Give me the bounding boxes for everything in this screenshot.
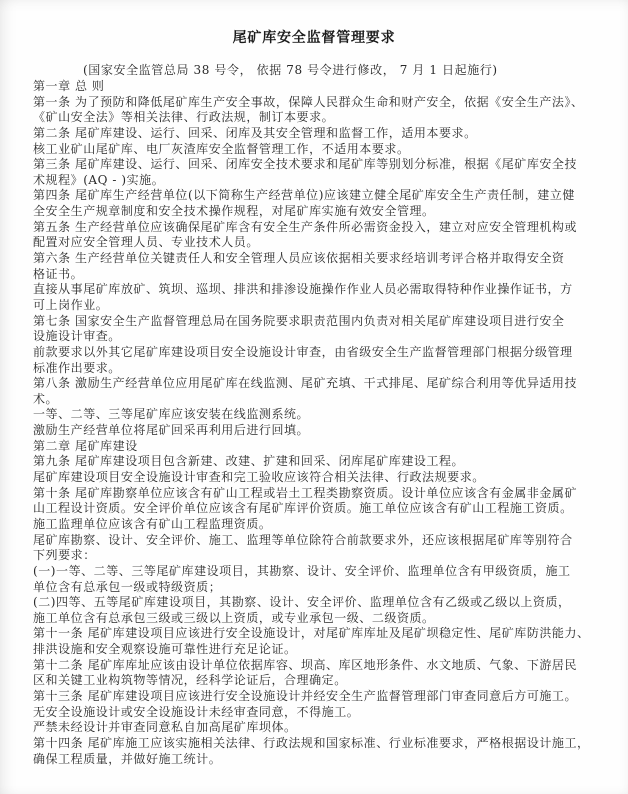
- doc-line: 第八条 激励生产经营单位应用尾矿库在线监测、尾矿充填、干式排尾、尾矿综合利用等优异适用技: [33, 376, 578, 391]
- doc-line: 严禁未经设计并审查同意私自加高尾矿库坝体。: [33, 720, 297, 735]
- doc-line: 核工业矿山尾矿库、电厂灰渣库安全监督管理工作，不适用本要求。: [33, 141, 410, 156]
- doc-line: 确保工程质量，并做好施工统计。: [33, 751, 222, 766]
- doc-line: 山工程设计资质。安全评价单位应该含有尾矿库评价资质。施工单位应该含有矿山工程施工资质。: [33, 501, 573, 516]
- doc-line: 第六条 生产经营单位关键责任人和安全管理人员应该依据相关要求经培训考评合格并取得安全资: [33, 251, 565, 266]
- chapter-heading: 第一章 总 则: [33, 79, 105, 93]
- doc-line: 直接从事尾矿库放矿、筑坝、巡坝、排洪和排渗设施操作作业人员必需取得特种作业操作证书，方: [33, 282, 573, 297]
- document-subtitle: (国家安全监管总局 38 号令， 依据 78 号令进行修改， 7 月 1 日起施行): [83, 63, 498, 77]
- doc-line: (一)一等、二等、三等尾矿库建设项目，其勘察、设计、安全评价、监理单位含有甲级资质，施工: [33, 563, 571, 578]
- doc-line: 单位含有总承包一级或特级资质；: [33, 579, 222, 594]
- doc-line: (二)四等、五等尾矿库建设项目，其勘察、设计、安全评价、监理单位含有乙级或乙级以上资质，: [33, 595, 571, 610]
- doc-line: 尾矿库建设项目安全设施设计审查和完工验收应该符合相关法律、行政法规要求。: [33, 470, 485, 485]
- doc-line: 尾矿库勘察、设计、安全评价、施工、监理等单位除符合前款要求外，还应该根据尾矿库等别符合: [33, 532, 573, 547]
- doc-line: 配置对应安全管理人员、专业技术人员。: [33, 235, 259, 250]
- doc-line: 前款要求以外其它尾矿库建设项目安全设施设计审查，由省级安全生产监督管理部门根据分级管理: [33, 344, 573, 359]
- doc-line: 术。: [33, 391, 59, 406]
- doc-line: 术规程》(AQ - )实施。: [33, 172, 165, 187]
- doc-line: 《矿山安全法》等相关法律、行政法规，制订本要求。: [33, 110, 335, 125]
- doc-line: 施工监理单位应该含有矿山工程监理资质。: [33, 516, 272, 531]
- doc-line: 第十二条 尾矿库库址应该由设计单位依据库容、坝高、库区地形条件、水文地质、气象、下游居民: [33, 657, 578, 672]
- doc-line: 区和关键工业构筑物等情况，经科学论证后，合理确定。: [33, 673, 347, 688]
- doc-line: 第七条 国家安全生产监督管理总局在国务院要求职责范围内负责对相关尾矿库建设项目进行安全: [33, 313, 565, 328]
- doc-line: 第二条 尾矿库建设、运行、回采、闭库及其安全管理和监督工作，适用本要求。: [33, 125, 477, 140]
- doc-line: 激励生产经营单位将尾矿回采再利用后进行回填。: [33, 423, 310, 438]
- doc-line: 第九条 尾矿库建设项目包含新建、改建、扩建和回采、闭库尾矿库建设工程。: [33, 454, 465, 469]
- doc-line: 格证书。: [33, 266, 84, 281]
- doc-line: 全安全生产规章制度和安全技术操作规程，对尾矿库实施有效安全管理。: [33, 204, 435, 219]
- doc-line: 第十三条 尾矿库建设项目应该进行安全设施设计并经安全生产监督管理部门审查同意后方可施工。: [33, 688, 578, 703]
- doc-line: 第四条 尾矿库生产经营单位(以下简称生产经营单位)应该建立健全尾矿库安全生产责任制，建立健: [33, 188, 575, 203]
- doc-line: 一等、二等、三等尾矿库应该安装在线监测系统。: [33, 407, 310, 422]
- doc-line: 标准作出要求。: [33, 360, 121, 375]
- doc-line: 设施设计审查。: [33, 329, 121, 344]
- doc-line: 第十四条 尾矿库施工应该实施相关法律、行政法规和国家标准、行业标准要求，严格根据设计施工，: [33, 735, 590, 750]
- doc-line: 排洪设施和安全观察设施可靠性进行充足论证。: [33, 642, 297, 657]
- doc-line: 无安全设施设计或安全设施设计未经审查同意，不得施工。: [33, 704, 360, 719]
- document-title: 尾矿库安全监督管理要求: [232, 30, 396, 46]
- document-body: [33, 79, 603, 767]
- doc-line: 第十一条 尾矿库建设项目应该进行安全设施设计，对尾矿库库址及尾矿坝稳定性、尾矿库防洪能力、: [33, 626, 590, 641]
- doc-line: 第一条 为了预防和降低尾矿库生产安全事故，保障人民群众生命和财产安全，依据《安全生产法》、: [33, 94, 584, 109]
- doc-line: 第五条 生产经营单位应该确保尾矿库含有安全生产条件所必需资金投入，建立对应安全管理机构或: [33, 219, 578, 234]
- doc-line: 施工单位含有总承包三级或三级以上资质，或专业承包一级、二级资质。: [33, 610, 435, 625]
- chapter-heading: 第二章 尾矿库建设: [33, 438, 138, 453]
- doc-line: 第十条 尾矿库勘察单位应该含有矿山工程或岩土工程类勘察资质。设计单位应该含有金属非金属矿: [33, 485, 578, 500]
- doc-line: 第三条 尾矿库建设、运行、回采、闭库安全技术要求和尾矿库等别划分标准，根据《尾矿库安全技: [33, 157, 578, 172]
- doc-line: 下列要求：: [33, 548, 96, 563]
- doc-line: 可上岗作业。: [33, 297, 109, 312]
